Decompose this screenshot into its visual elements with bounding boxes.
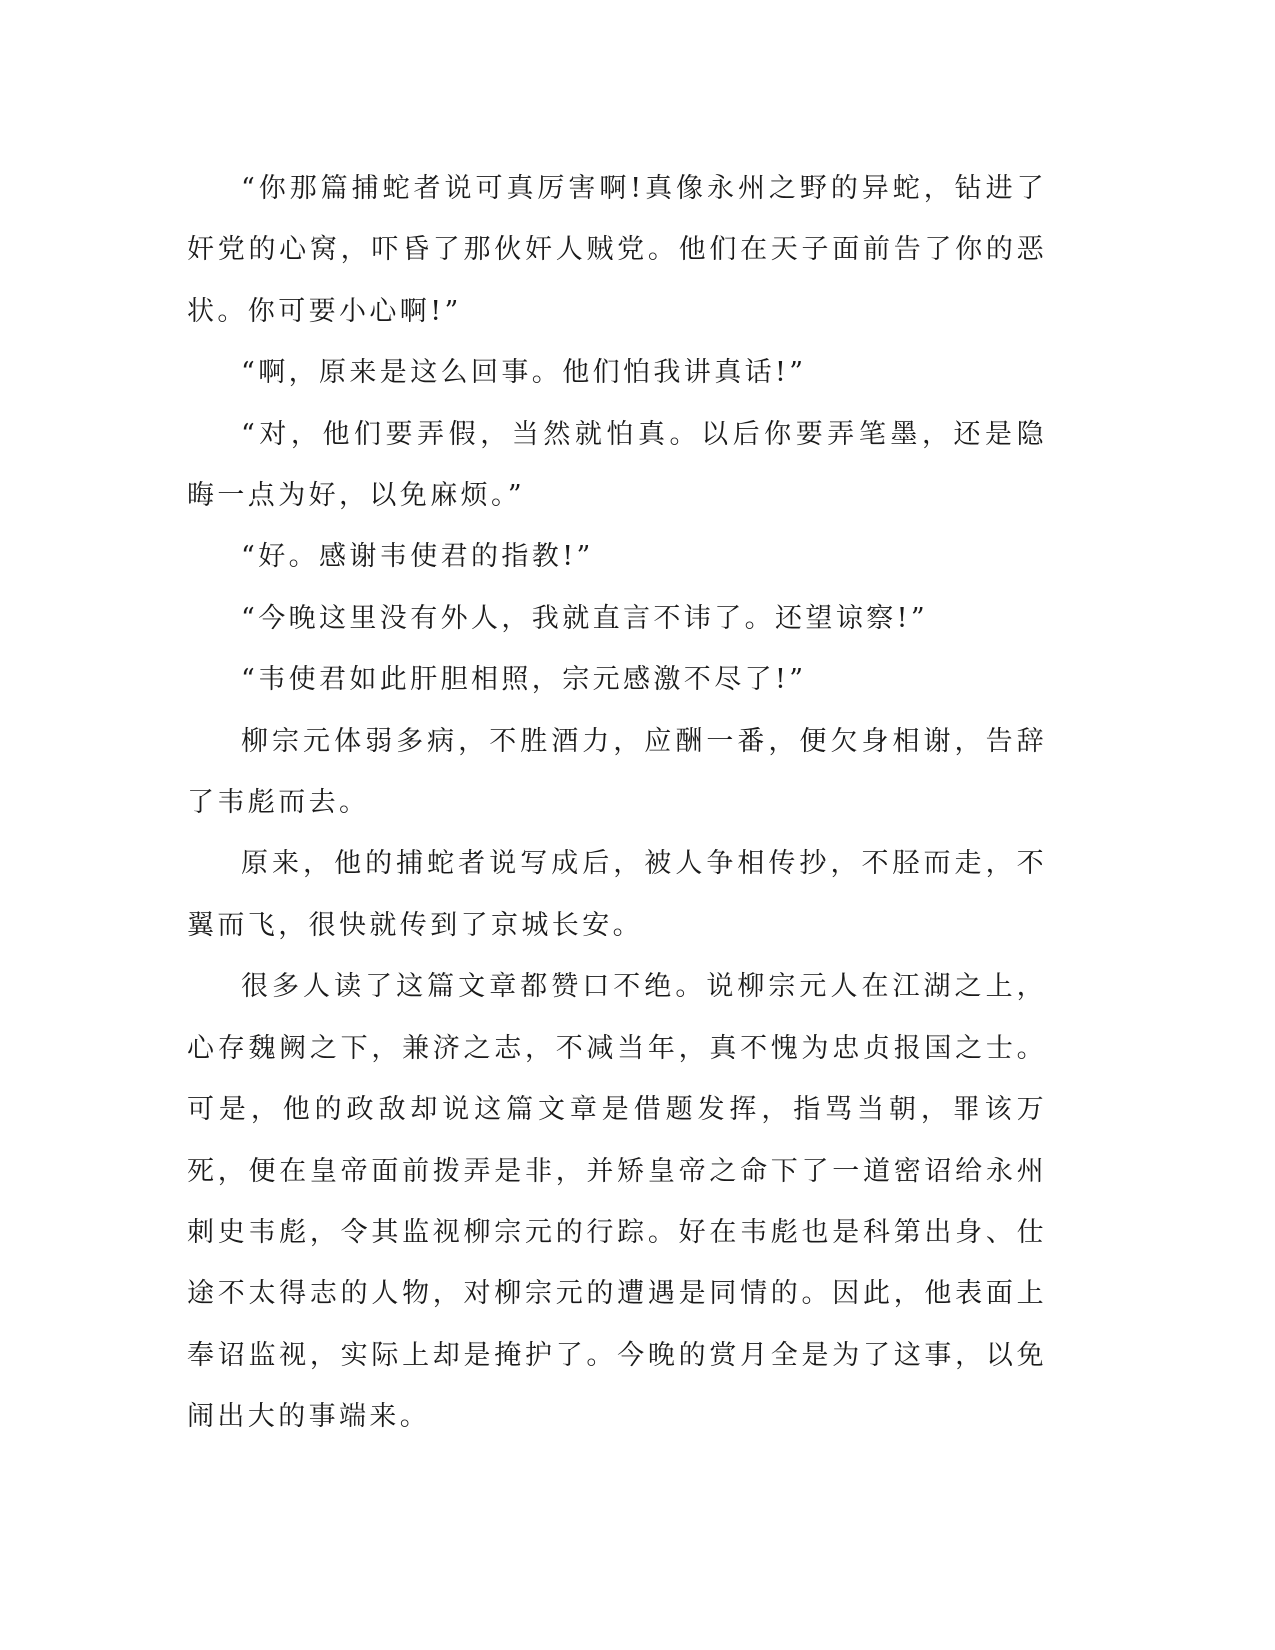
paragraph-narration-background: 很多人读了这篇文章都赞口不绝。说柳宗元人在江湖之上，心存魏阙之下，兼济之志，不减当年，真不愧为忠贞报国之士。可是，他的政敌却说这篇文章是借题发挥，指骂当朝，罪该万死，便在皇帝面前拨弄是非，并矫皇帝之命下了一道密诏给永州刺史韦彪，令其监视柳宗元的行踪。好在韦彪也是科第出身、仕途不太得志的人物，对柳宗元的遭遇是同情的。因此，他表面上奉诏监视，实际上却是掩护了。今晚的赏月全是为了这事，以免闹出大的事端来。 bbox=[187, 971, 1047, 1433]
paragraph-dialogue-gratitude: “韦使君如此肝胆相照，宗元感激不尽了!” bbox=[241, 664, 807, 696]
paragraph-dialogue-advice: “对，他们要弄假，当然就怕真。以后你要弄笔墨，还是隐晦一点为好，以免麻烦。” bbox=[187, 418, 1047, 512]
paragraph-dialogue-realization: “啊，原来是这么回事。他们怕我讲真话!” bbox=[241, 357, 807, 389]
paragraph-dialogue-thanks: “好。感谢韦使君的指教!” bbox=[241, 541, 594, 573]
paragraph-narration-departure: 柳宗元体弱多病，不胜酒力，应酬一番，便欠身相谢，告辞了韦彪而去。 bbox=[187, 725, 1047, 819]
document-body bbox=[187, 158, 1047, 1448]
paragraph-dialogue-warning: “你那篇捕蛇者说可真厉害啊!真像永州之野的异蛇，钻进了奸党的心窝，吓昏了那伙奸人贼党。他们在天子面前告了你的恶状。你可要小心啊!” bbox=[187, 173, 1047, 327]
paragraph-dialogue-frankness: “今晚这里没有外人，我就直言不讳了。还望谅察!” bbox=[241, 602, 929, 634]
paragraph-narration-spread: 原来，他的捕蛇者说写成后，被人争相传抄，不胫而走，不翼而飞，很快就传到了京城长安。 bbox=[187, 848, 1047, 941]
